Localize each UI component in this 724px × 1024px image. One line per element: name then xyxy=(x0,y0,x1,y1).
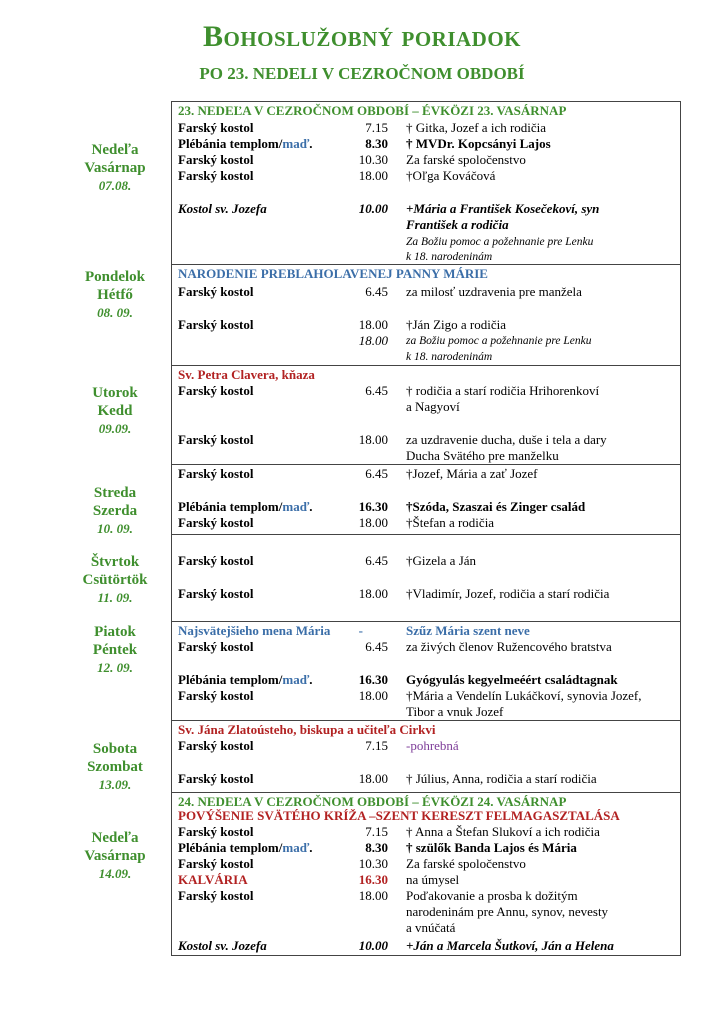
day-label: Pondelok Hétfő 08. 09. xyxy=(84,269,145,320)
day-label: Nedeľa Vasárnap 14.09. xyxy=(84,830,146,881)
page-subtitle: PO 23. NEDELI V CEZROČNOM OBDOBÍ xyxy=(199,64,525,83)
section-header: NARODENIE PREBLAHOLAVENEJ PANNY MÁRIE xyxy=(178,266,488,281)
section-header: Sv. Petra Clavera, kňaza xyxy=(178,367,315,382)
day-label: Nedeľa Vasárnap 07.08. xyxy=(84,142,146,193)
divider xyxy=(171,365,681,366)
divider xyxy=(171,792,681,793)
page-title: Bohoslužobný poriadok xyxy=(202,20,522,53)
day-label: Piatok Péntek 12. 09. xyxy=(92,624,138,675)
divider xyxy=(171,621,681,622)
section-header: POVÝŠENIE SVÄTÉHO KRÍŽA –SZENT KERESZT FELMAGASZTALÁSA xyxy=(178,808,620,823)
divider xyxy=(171,534,681,535)
divider xyxy=(171,720,681,721)
day-label: Utorok Kedd 09.09. xyxy=(92,385,138,436)
day-label: Štvrtok Csütörtök 11. 09. xyxy=(82,554,148,605)
section-header: Sv. Jána Zlatoústeho, biskupa a učiteľa Cirkvi xyxy=(178,722,436,737)
section-header: 24. NEDEĽA V CEZROČNOM OBDOBÍ – ÉVKÖZI 24. VASÁRNAP xyxy=(178,794,567,809)
divider xyxy=(171,464,681,465)
day-label: Sobota Szombat 13.09. xyxy=(87,741,143,792)
section-header: 23. NEDEĽA V CEZROČNOM OBDOBÍ – ÉVKÖZI 23. VASÁRNAP xyxy=(178,103,567,118)
day-label: Streda Szerda 10. 09. xyxy=(92,485,138,536)
